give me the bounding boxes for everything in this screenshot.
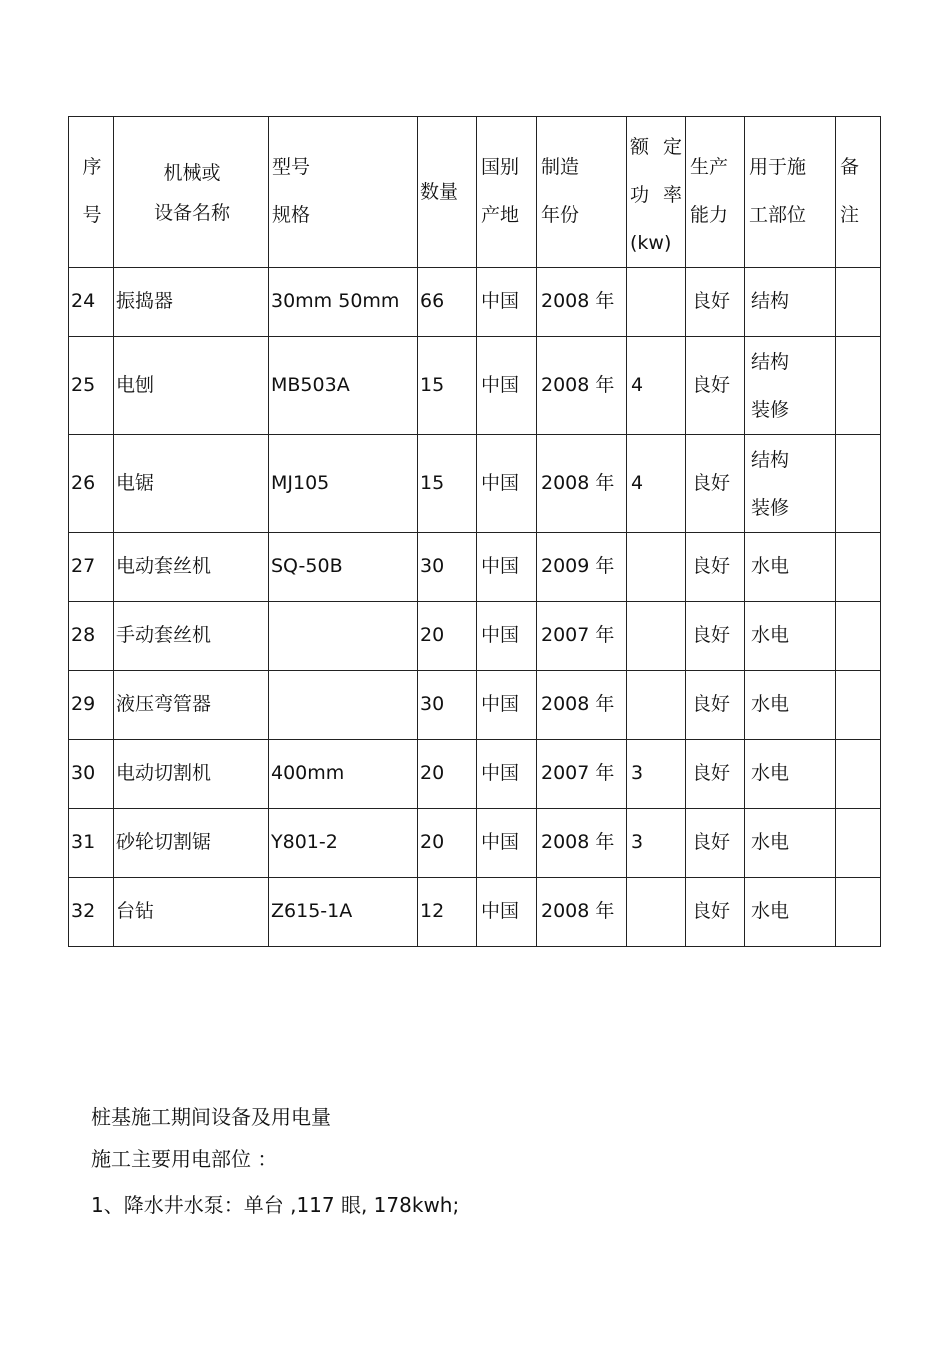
table-row [69, 533, 881, 602]
cell-year: 2009 年 [537, 533, 627, 602]
cell-capacity: 良好 [686, 337, 745, 435]
table-row [69, 337, 881, 435]
cell-no: 26 [69, 435, 114, 533]
cell-name: 电动切割机 [114, 740, 269, 809]
cell-origin: 中国 [477, 740, 537, 809]
cell-model: MJ105 [269, 435, 418, 533]
header-name: 机械或 设备名称 [114, 117, 269, 268]
table-row [69, 878, 881, 947]
cell-origin: 中国 [477, 878, 537, 947]
cell-remark [836, 268, 881, 337]
cell-usage: 水电 [745, 533, 836, 602]
cell-year: 2008 年 [537, 268, 627, 337]
cell-origin: 中国 [477, 268, 537, 337]
cell-usage: 水电 [745, 878, 836, 947]
cell-no: 31 [69, 809, 114, 878]
cell-power [627, 533, 686, 602]
cell-power: 3 [627, 740, 686, 809]
cell-remark [836, 435, 881, 533]
table-row [69, 809, 881, 878]
cell-model: Z615-1A [269, 878, 418, 947]
cell-capacity: 良好 [686, 435, 745, 533]
cell-name: 砂轮切割锯 [114, 809, 269, 878]
cell-origin: 中国 [477, 809, 537, 878]
cell-model: SQ-50B [269, 533, 418, 602]
notes-section [91, 1098, 459, 1224]
cell-capacity: 良好 [686, 809, 745, 878]
cell-usage: 结构 装修 [745, 435, 836, 533]
cell-name: 电动套丝机 [114, 533, 269, 602]
header-qty: 数量 [418, 117, 477, 268]
cell-model [269, 602, 418, 671]
cell-usage: 水电 [745, 671, 836, 740]
cell-usage: 结构 [745, 268, 836, 337]
cell-qty: 15 [418, 435, 477, 533]
cell-remark [836, 533, 881, 602]
header-capacity: 生产 能力 [686, 117, 745, 268]
cell-no: 32 [69, 878, 114, 947]
cell-no: 28 [69, 602, 114, 671]
cell-year: 2008 年 [537, 809, 627, 878]
cell-qty: 20 [418, 809, 477, 878]
header-usage: 用于施 工部位 [745, 117, 836, 268]
cell-remark [836, 337, 881, 435]
cell-qty: 20 [418, 602, 477, 671]
cell-model: 400mm [269, 740, 418, 809]
table-row [69, 671, 881, 740]
cell-capacity: 良好 [686, 878, 745, 947]
cell-name: 电锯 [114, 435, 269, 533]
table-row [69, 268, 881, 337]
cell-remark [836, 740, 881, 809]
cell-usage: 水电 [745, 809, 836, 878]
cell-year: 2008 年 [537, 435, 627, 533]
header-remark: 备 注 [836, 117, 881, 268]
cell-no: 30 [69, 740, 114, 809]
header-year: 制造 年份 [537, 117, 627, 268]
cell-year: 2008 年 [537, 337, 627, 435]
cell-origin: 中国 [477, 435, 537, 533]
cell-power: 4 [627, 435, 686, 533]
cell-usage: 水电 [745, 602, 836, 671]
cell-power [627, 671, 686, 740]
cell-capacity: 良好 [686, 740, 745, 809]
cell-no: 25 [69, 337, 114, 435]
cell-name: 振捣器 [114, 268, 269, 337]
cell-year: 2008 年 [537, 878, 627, 947]
cell-model: Y801-2 [269, 809, 418, 878]
notes-item: 1、降水井水泵：单台 ,117 眼, 178kwh; [91, 1193, 460, 1217]
notes-heading: 桩基施工期间设备及用电量 [91, 1105, 331, 1129]
cell-capacity: 良好 [686, 533, 745, 602]
table-row [69, 602, 881, 671]
cell-power [627, 602, 686, 671]
notes-subheading: 施工主要用电部位 ： [91, 1147, 278, 1171]
cell-model: MB503A [269, 337, 418, 435]
cell-remark [836, 602, 881, 671]
cell-usage: 结构 装修 [745, 337, 836, 435]
cell-year: 2008 年 [537, 671, 627, 740]
header-power: 额定 功率 (kw) [627, 117, 686, 268]
table-row [69, 740, 881, 809]
header-origin: 国别 产地 [477, 117, 537, 268]
cell-remark [836, 878, 881, 947]
equipment-table [68, 116, 881, 947]
cell-no: 29 [69, 671, 114, 740]
table-row [69, 435, 881, 533]
cell-name: 台钻 [114, 878, 269, 947]
cell-remark [836, 809, 881, 878]
cell-usage: 水电 [745, 740, 836, 809]
cell-name: 手动套丝机 [114, 602, 269, 671]
cell-qty: 30 [418, 533, 477, 602]
cell-qty: 20 [418, 740, 477, 809]
cell-name: 电刨 [114, 337, 269, 435]
cell-year: 2007 年 [537, 740, 627, 809]
header-model: 型号 规格 [269, 117, 418, 268]
cell-power: 3 [627, 809, 686, 878]
cell-origin: 中国 [477, 602, 537, 671]
cell-qty: 30 [418, 671, 477, 740]
cell-capacity: 良好 [686, 602, 745, 671]
header-seq: 序 号 [69, 117, 114, 268]
cell-capacity: 良好 [686, 671, 745, 740]
cell-year: 2007 年 [537, 602, 627, 671]
cell-capacity: 良好 [686, 268, 745, 337]
cell-no: 24 [69, 268, 114, 337]
cell-model [269, 671, 418, 740]
cell-power [627, 878, 686, 947]
cell-name: 液压弯管器 [114, 671, 269, 740]
cell-remark [836, 671, 881, 740]
cell-model: 30mm 50mm [269, 268, 418, 337]
cell-origin: 中国 [477, 671, 537, 740]
cell-qty: 15 [418, 337, 477, 435]
cell-power [627, 268, 686, 337]
cell-power: 4 [627, 337, 686, 435]
cell-qty: 12 [418, 878, 477, 947]
cell-no: 27 [69, 533, 114, 602]
cell-origin: 中国 [477, 337, 537, 435]
table-header-row [69, 117, 881, 268]
cell-qty: 66 [418, 268, 477, 337]
cell-origin: 中国 [477, 533, 537, 602]
